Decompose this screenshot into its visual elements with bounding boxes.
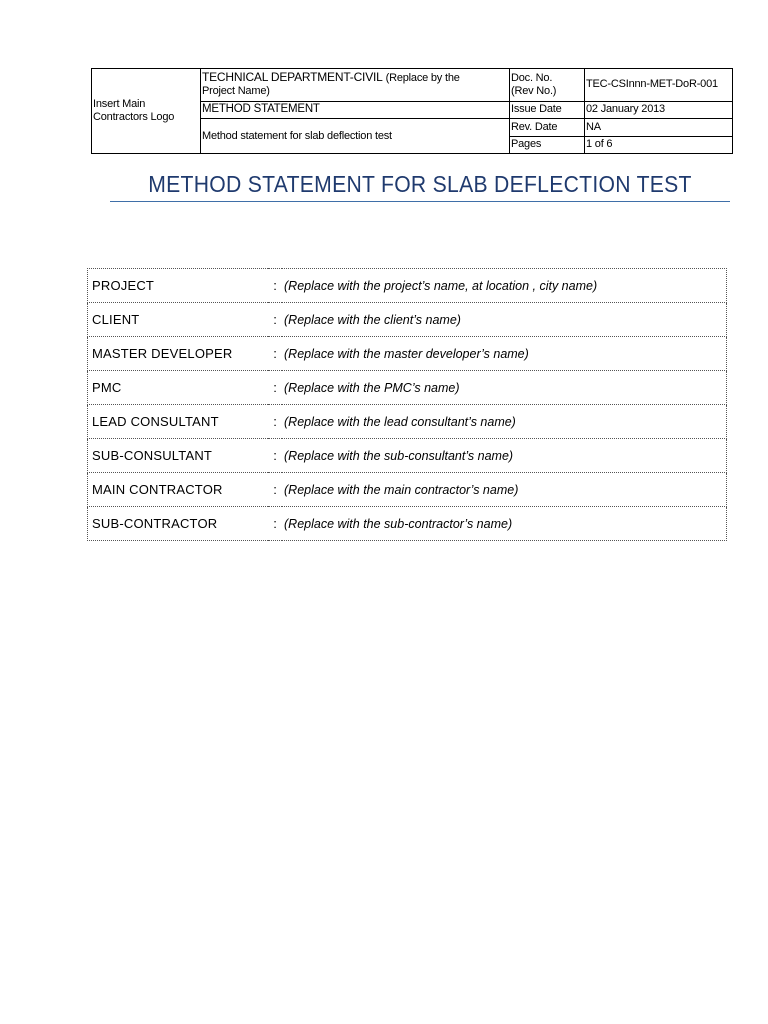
department-note: (Replace by the: [385, 72, 460, 85]
doc-no-label-cell: [510, 69, 585, 102]
info-label: LEAD CONSULTANT: [88, 405, 269, 439]
project-info-row: [88, 473, 727, 507]
info-label: PROJECT: [88, 269, 269, 303]
contractor-logo-placeholder: [92, 69, 201, 154]
info-value: (Replace with the client’s name): [282, 303, 727, 337]
info-separator: :: [268, 303, 282, 337]
department-note-line2: Project Name): [202, 85, 270, 98]
info-value: (Replace with the project’s name, at location , city name): [282, 269, 727, 303]
info-separator: :: [268, 405, 282, 439]
project-info-row: [88, 439, 727, 473]
info-label: CLIENT: [88, 303, 269, 337]
doc-subject: Method statement for slab deflection test: [201, 119, 510, 154]
info-separator: :: [268, 507, 282, 541]
info-label: MASTER DEVELOPER: [88, 337, 269, 371]
info-separator: :: [268, 439, 282, 473]
info-label: SUB-CONTRACTOR: [88, 507, 269, 541]
info-separator: :: [268, 337, 282, 371]
logo-text-line1: Insert Main: [93, 98, 146, 110]
logo-text-line2: Contractors Logo: [93, 111, 175, 123]
project-info-row: [88, 405, 727, 439]
project-info-row: [88, 303, 727, 337]
rev-date-label: Rev. Date: [510, 119, 585, 136]
department-name: TECHNICAL DEPARTMENT-CIVIL: [202, 70, 383, 85]
info-value: (Replace with the main contractor’s name): [282, 473, 727, 507]
document-header-table: [91, 68, 733, 154]
issue-date-value: 02 January 2013: [585, 101, 733, 118]
pages-label: Pages: [510, 136, 585, 153]
info-separator: :: [268, 269, 282, 303]
rev-no-label: (Rev No.): [511, 84, 557, 97]
info-label: PMC: [88, 371, 269, 405]
project-info-table: [87, 268, 727, 541]
info-separator: :: [268, 473, 282, 507]
title-underline: [110, 201, 730, 202]
rev-date-value: NA: [585, 119, 733, 136]
project-info-row: [88, 371, 727, 405]
info-value: (Replace with the lead consultant’s name): [282, 405, 727, 439]
issue-date-label: Issue Date: [510, 101, 585, 118]
project-info-row: [88, 337, 727, 371]
pages-value: 1 of 6: [585, 136, 733, 153]
doc-no-value: TEC-CSInnn-MET-DoR-001: [585, 69, 733, 102]
info-label: SUB-CONSULTANT: [88, 439, 269, 473]
info-separator: :: [268, 371, 282, 405]
info-value: (Replace with the master developer’s name): [282, 337, 727, 371]
info-value: (Replace with the sub-contractor’s name): [282, 507, 727, 541]
info-label: MAIN CONTRACTOR: [88, 473, 269, 507]
doc-no-label: Doc. No.: [511, 71, 553, 84]
doc-type: METHOD STATEMENT: [201, 101, 510, 118]
project-info-row: [88, 507, 727, 541]
document-title: METHOD STATEMENT FOR SLAB DEFLECTION TEST: [148, 171, 692, 197]
info-value: (Replace with the sub-consultant’s name): [282, 439, 727, 473]
project-info-row: [88, 269, 727, 303]
info-value: (Replace with the PMC’s name): [282, 371, 727, 405]
department-cell: [201, 69, 510, 102]
